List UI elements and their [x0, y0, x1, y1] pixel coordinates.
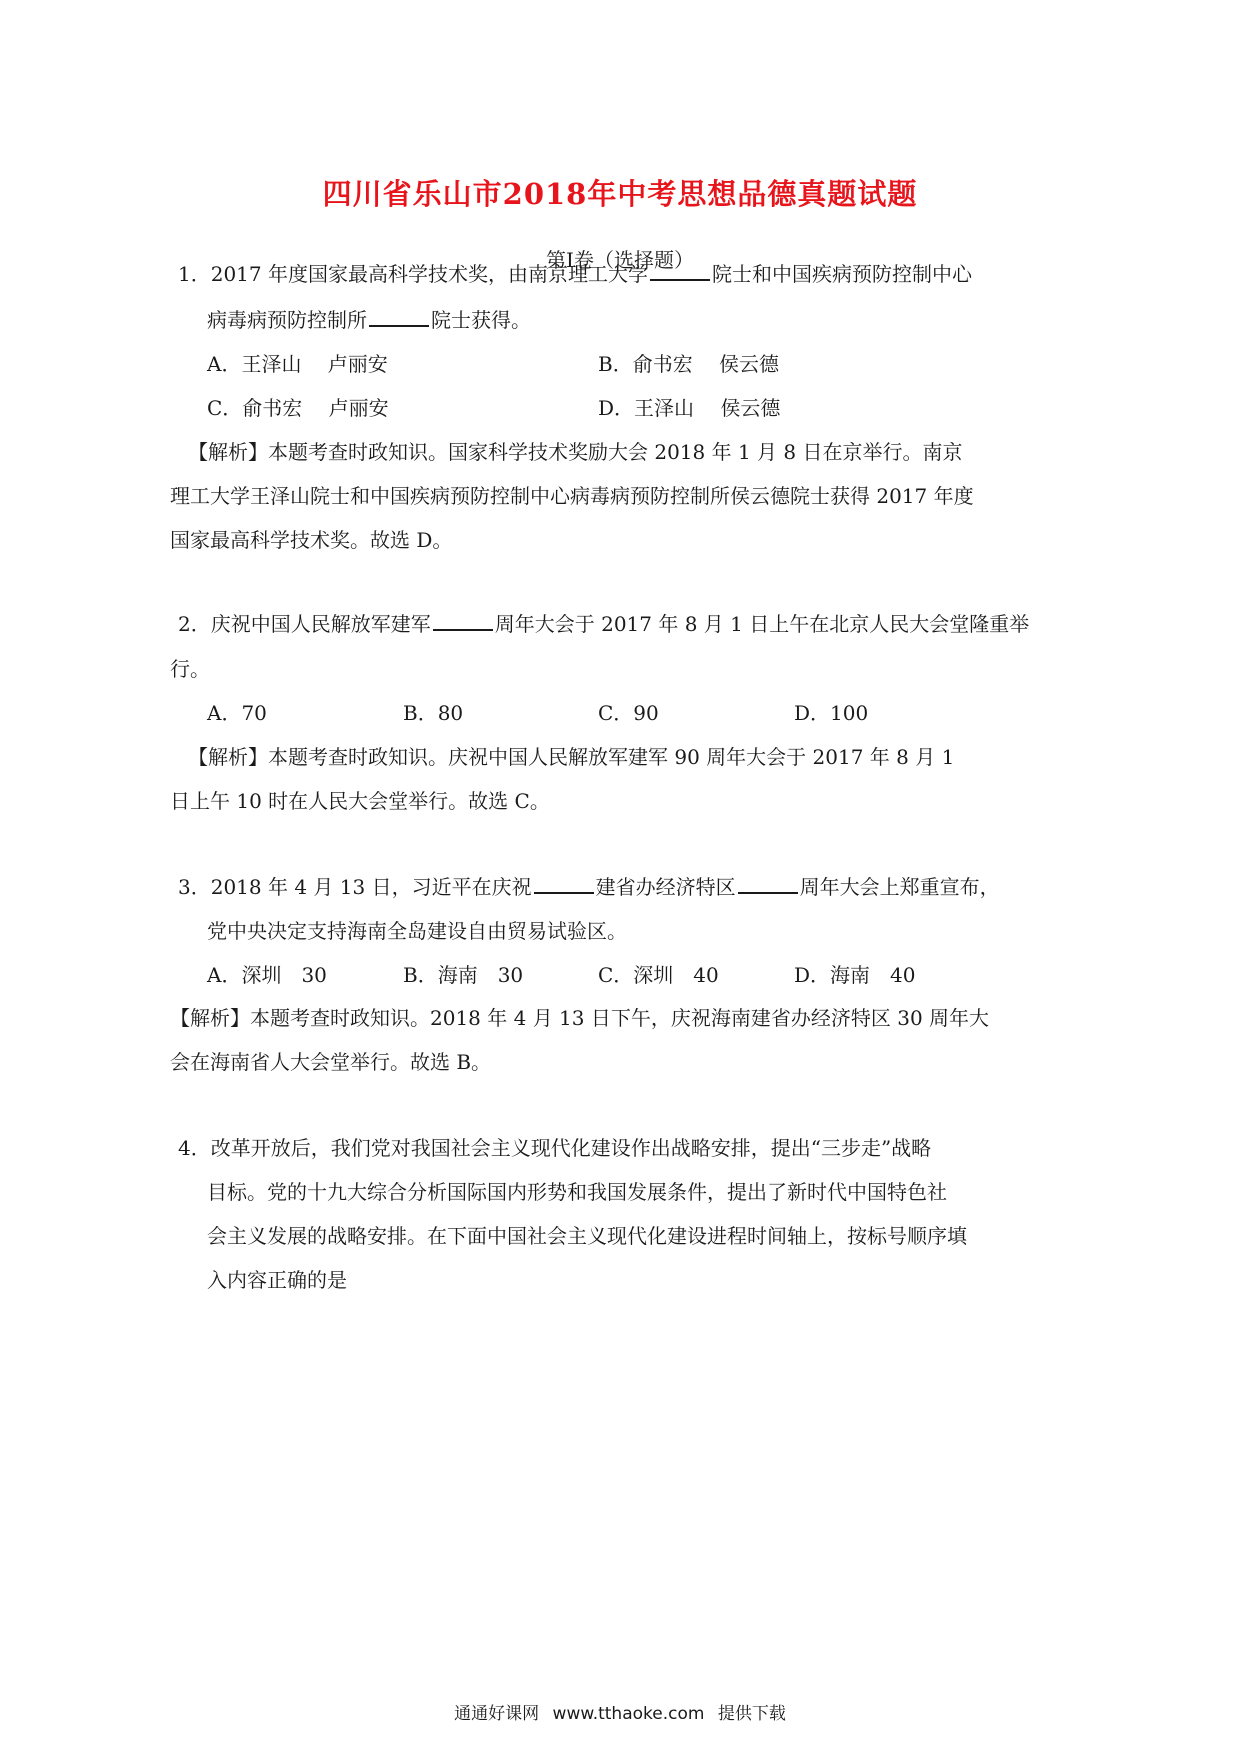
answer-blank	[650, 261, 710, 281]
q4-stem-line: 会主义发展的战略安排。在下面中国社会主义现代化建设进程时间轴上，按标号顺序填	[207, 1224, 967, 1248]
q4-stem-line: 入内容正确的是	[207, 1268, 347, 1292]
q1-option-d: D．王泽山 侯云德	[598, 396, 781, 420]
q4-stem-line: 目标。党的十九大综合分析国际国内形势和我国发展条件，提出了新时代中国特色社	[207, 1180, 947, 1204]
q3-stem-text: 3．2018 年 4 月 13 日，习近平在庆祝	[178, 875, 532, 899]
answer-blank	[433, 611, 493, 631]
q1-analysis-line: 国家最高科学技术奖。故选 D。	[170, 528, 453, 552]
q3-stem-text: 建省办经济特区	[595, 875, 736, 899]
q3-analysis-line: 【解析】本题考查时政知识。2018 年 4 月 13 日下午，庆祝海南建省办经济特区 30 周年大	[170, 1006, 990, 1030]
q2-option-a: A．70	[207, 701, 267, 725]
q1-analysis-line: 理工大学王泽山院士和中国疾病预防控制中心病毒病预防控制所侯云德院士获得 2017 年度	[170, 484, 974, 508]
q2-stem-line2: 行。	[170, 657, 210, 681]
q1-stem-text: 院士获得。	[431, 308, 531, 332]
q2-analysis-line: 【解析】本题考查时政知识。庆祝中国人民解放军建军 90 周年大会于 2017 年 8 月 1	[188, 745, 955, 769]
q2-option-b: B．80	[403, 701, 464, 725]
q2-stem-text: 2．庆祝中国人民解放军建军	[178, 612, 431, 636]
q3-option-b: B．海南 30	[403, 963, 524, 987]
q4-stem-line: 4．改革开放后，我们党对我国社会主义现代化建设作出战略安排，提出“三步走”战略	[178, 1136, 932, 1160]
footer-suffix: 提供下载	[717, 1704, 786, 1724]
q3-option-c: C．深圳 40	[598, 963, 719, 987]
page-title: 四川省乐山市2018年中考思想品德真题试题	[322, 177, 918, 211]
footer-site-name: 通通好课网	[454, 1704, 540, 1724]
answer-blank	[369, 307, 429, 327]
q3-stem-text: 周年大会上郑重宣布，	[799, 875, 1000, 899]
q1-stem-text: 院士和中国疾病预防控制中心	[711, 262, 972, 286]
answer-blank	[534, 874, 594, 894]
section-heading: 第Ⅰ卷（选择题）	[546, 248, 694, 272]
q1-option-b: B．俞书宏 侯云德	[598, 352, 780, 376]
q3-stem-line1	[178, 873, 1000, 901]
q3-stem-line2: 党中央决定支持海南全岛建设自由贸易试验区。	[207, 919, 627, 943]
answer-blank	[738, 874, 798, 894]
q2-stem-line1	[178, 610, 1029, 638]
q1-stem-line2	[207, 306, 531, 334]
q2-option-c: C．90	[598, 701, 659, 725]
q1-option-c: C．俞书宏 卢丽安	[207, 396, 389, 420]
q1-analysis-line: 【解析】本题考查时政知识。国家科学技术奖励大会 2018 年 1 月 8 日在京举行。南京	[188, 440, 963, 464]
q1-stem-text: 病毒病预防控制所	[207, 308, 367, 332]
q2-option-d: D．100	[794, 701, 869, 725]
page-footer	[0, 1699, 1240, 1724]
footer-url-link[interactable]: www.tthaoke.com	[552, 1704, 705, 1724]
q2-analysis-line: 日上午 10 时在人民大会堂举行。故选 C。	[170, 789, 550, 813]
q3-option-a: A．深圳 30	[207, 963, 327, 987]
q1-option-a: A．王泽山 卢丽安	[207, 352, 388, 376]
q2-stem-text: 周年大会于 2017 年 8 月 1 日上午在北京人民大会堂隆重举	[494, 612, 1030, 636]
q1-stem-line1	[178, 260, 972, 288]
q1-stem-text: 1．2017 年度国家最高科学技术奖，由南京理工大学	[178, 262, 648, 286]
q3-option-d: D．海南 40	[794, 963, 916, 987]
q3-analysis-line: 会在海南省人大会堂举行。故选 B。	[170, 1050, 492, 1074]
